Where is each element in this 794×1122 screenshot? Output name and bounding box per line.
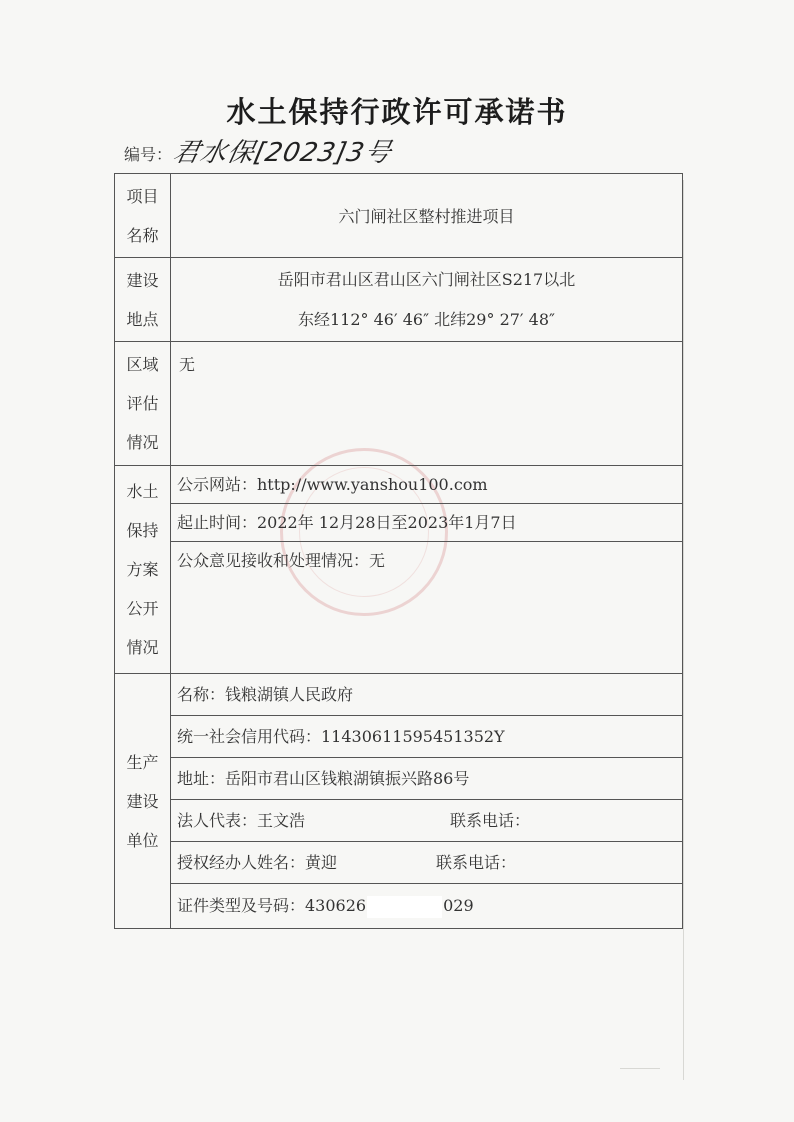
- value-construction-unit: [171, 674, 683, 929]
- unit-id-suffix: 029: [443, 896, 474, 915]
- location-coordinates: 东经112° 46′ 46″ 北纬29° 27′ 48″: [298, 309, 555, 329]
- label-location: 建设 地点: [115, 258, 171, 342]
- row-regional-assessment: [115, 342, 683, 466]
- redaction-mask: [367, 896, 442, 918]
- disclosure-public-feedback: 公众意见接收和处理情况：无: [177, 551, 386, 570]
- location-line1: 岳阳市君山区君山区六门闸社区S217以北: [277, 269, 576, 289]
- unit-agent-phone-label: 联系电话：: [436, 853, 517, 872]
- value-regional-assessment: 无: [171, 342, 683, 466]
- disclosure-period: 起止时间：2022年 12月28日至2023年1月7日: [171, 504, 682, 542]
- unit-id-prefix: 证件类型及号码：430626: [177, 896, 367, 915]
- label-plan-disclosure: 水土 保持 方案 公开 情况: [115, 466, 171, 674]
- unit-legal-phone-label: 联系电话：: [450, 811, 531, 830]
- label-construction-unit: 生产 建设 单位: [115, 674, 171, 929]
- commitment-form-table: [114, 173, 683, 929]
- unit-legal-rep: 法人代表：王文浩: [177, 811, 306, 830]
- label-regional-assessment: 区域 评估 情况: [115, 342, 171, 466]
- value-location: [171, 258, 683, 342]
- unit-credit-code: 统一社会信用代码：11430611595451352Y: [171, 716, 682, 758]
- unit-agent-row: [171, 842, 682, 884]
- unit-address: 地址：岳阳市君山区钱粮湖镇振兴路86号: [171, 758, 682, 800]
- row-plan-disclosure: [115, 466, 683, 674]
- unit-name: 名称：钱粮湖镇人民政府: [171, 674, 682, 716]
- row-location: [115, 258, 683, 342]
- value-plan-disclosure: [171, 466, 683, 674]
- scan-artifact: [683, 180, 684, 1080]
- unit-legal-rep-row: [171, 800, 682, 842]
- serial-number-handwritten: 君水保[2023]3号: [170, 138, 395, 168]
- value-project-name: 六门闸社区整村推进项目: [171, 174, 683, 258]
- serial-label: 编号：: [124, 145, 173, 164]
- scan-artifact: [620, 1068, 660, 1069]
- disclosure-website: 公示网站：http://www.yanshou100.com: [171, 466, 682, 504]
- document-title: 水土保持行政许可承诺书: [226, 95, 568, 129]
- label-project-name: 项目 名称: [115, 174, 171, 258]
- unit-agent-name: 授权经办人姓名：黄迎: [177, 853, 338, 872]
- row-construction-unit: [115, 674, 683, 929]
- row-project-name: [115, 174, 683, 258]
- unit-id-row: [171, 884, 682, 928]
